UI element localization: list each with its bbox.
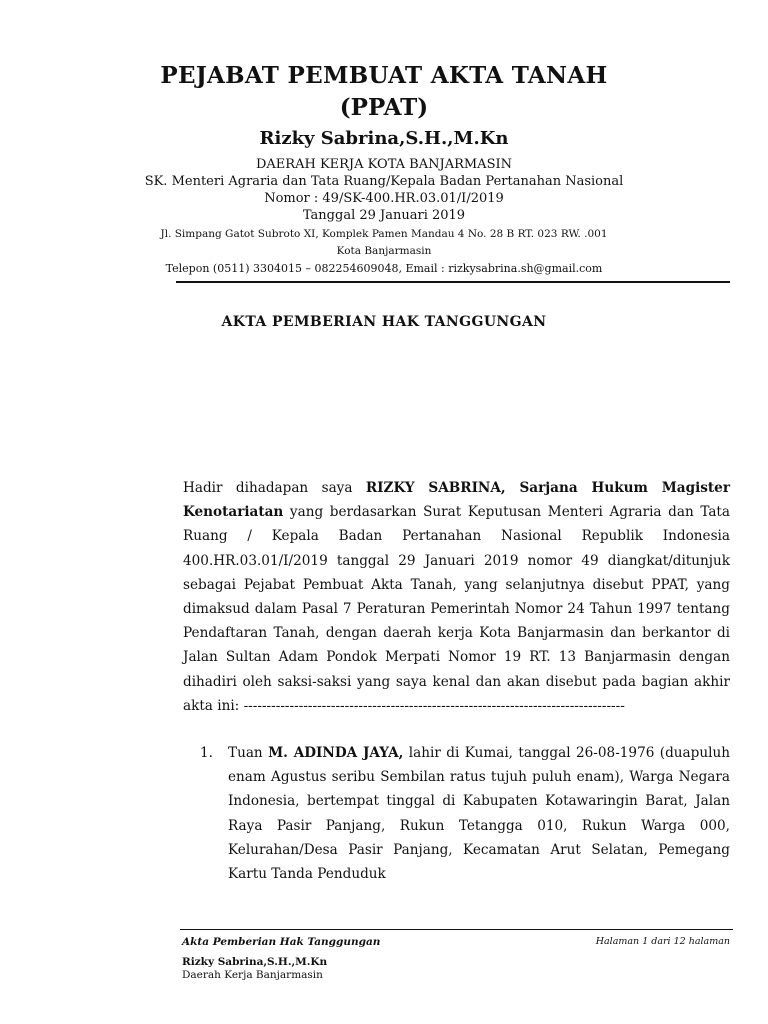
header-sk: SK. Menteri Agraria dan Tata Ruang/Kepala Badan Pertanahan Nasional	[144, 174, 624, 189]
footer-doc-name: Akta Pemberian Hak Tanggungan	[182, 936, 381, 948]
header-divider	[176, 281, 730, 283]
header-title-line2: (PPAT)	[339, 94, 429, 121]
list-item-number: 1.	[200, 745, 213, 761]
para-bold-name: RIZKY SABRINA, Sarjana Hukum Magister Kenotariatan	[183, 480, 730, 521]
para-rest: yang berdasarkan Surat Keputusan Menteri Agraria dan Tata Ruang / Kepala Badan Pertanahan Nasional Republik Indonesia 400.HR.03.01/I/2019 tanggal 29 Januari 2019 nomor 49 diangkat/ditunjuk sebagai Pejabat Pembuat Akta Tanah, yang selanjutnya disebut PPAT, yang dimaksud dalam Pasal 7 Peraturan Pemerintah Nomor 24 Tahun 1997 tentang Pendaftaran Tanah, dengan daerah kerja Kota Banjarmasin dan berkantor di Jalan Sultan Adam Pondok Merpati Nomor 19 RT. 13 Banjarmasin dengan dihadiri oleh saksi-saksi yang saya kenal dan akan disebut pada bagian akhir akta ini: -----------------------------------------------------------------------------------	[183, 504, 730, 714]
header-tanggal: Tanggal 29 Januari 2019	[302, 208, 466, 223]
header-contact: Telepon (0511) 3304015 – 082254609048, Email : rizkysabrina.sh@gmail.com	[165, 262, 603, 275]
list-item-rest: lahir di Kumai, tanggal 26-08-1976 (duapuluh enam Agustus seribu Sembilan ratus tujuh puluh enam), Warga Negara Indonesia, bertempat tinggal di Kabupaten Kotawaringin Barat, Jalan Raya Pasir Panjang, Rukun Tetangga 010, Rukun Warga 000, Kelurahan/Desa Pasir Panjang, Kecamatan Arut Selatan, Pemegang Kartu Tanda Penduduk	[228, 745, 730, 883]
list-item-pre: Tuan	[228, 745, 269, 761]
footer-page-info: Halaman 1 dari 12 halaman	[595, 936, 730, 947]
header-name: Rizky Sabrina,S.H.,M.Kn	[259, 128, 509, 149]
para-intro: Hadir dihadapan saya	[183, 480, 366, 496]
list-item	[228, 741, 730, 886]
header-address: Jl. Simpang Gatot Subroto XI, Komplek Pamen Mandau 4 No. 28 B RT. 023 RW. .001	[160, 228, 608, 240]
header-nomor: Nomor : 49/SK-400.HR.03.01/I/2019	[264, 191, 504, 206]
header-title-line1: PEJABAT PEMBUAT AKTA TANAH	[160, 62, 608, 89]
footer-divider	[180, 929, 733, 930]
footer-area: Daerah Kerja Banjarmasin	[182, 969, 323, 981]
header-area: DAERAH KERJA KOTA BANJARMASIN	[256, 157, 512, 172]
opening-paragraph	[183, 476, 730, 718]
footer-name: Rizky Sabrina,S.H.,M.Kn	[182, 956, 328, 968]
list-item-name: M. ADINDA JAYA,	[268, 745, 404, 761]
document-title: AKTA PEMBERIAN HAK TANGGUNGAN	[221, 314, 547, 330]
header-city: Kota Banjarmasin	[336, 245, 432, 257]
